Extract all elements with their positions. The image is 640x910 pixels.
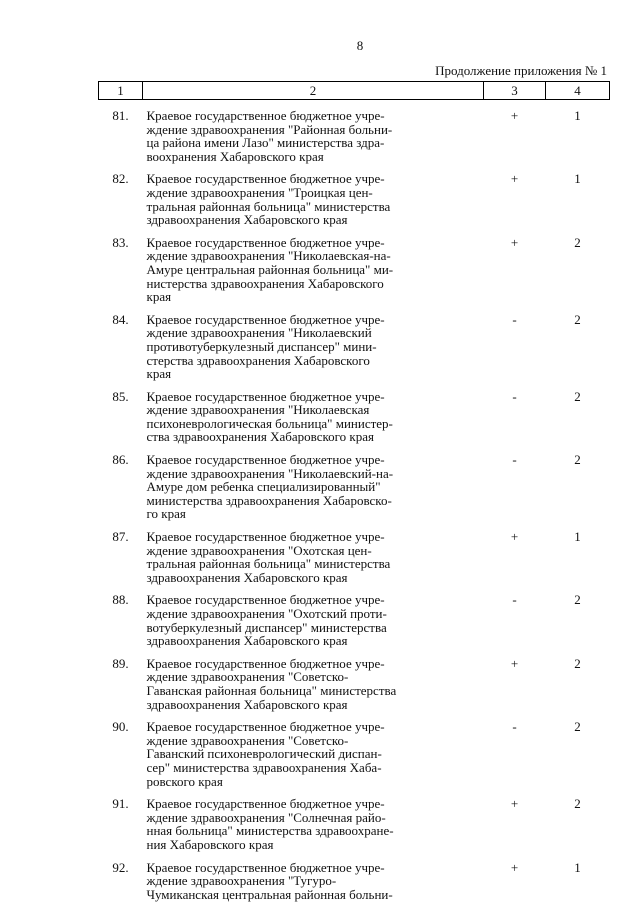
institution-name: Краевое государственное бюджетное учре- ждение здравоохранения "Тугуро- Чумиканская центральная районная больни- [143, 861, 484, 910]
institution-name: Краевое государственное бюджетное учре- ждение здравоохранения "Николаевская-на- Амуре центральная районная больница" ми- нистерства здравоохранения Хабаровского края [143, 236, 484, 313]
row-count: 2 [546, 593, 610, 656]
column-header-2: 2 [143, 82, 484, 100]
row-number: 83. [99, 236, 143, 313]
table-row [99, 861, 610, 910]
row-count: 1 [546, 100, 610, 173]
table-row [99, 453, 610, 530]
row-number: 88. [99, 593, 143, 656]
row-number: 85. [99, 390, 143, 453]
row-mark: + [484, 797, 546, 860]
row-number: 86. [99, 453, 143, 530]
institution-name: Краевое государственное бюджетное учре- ждение здравоохранения "Троицкая цен- тральная районная больница" министерства здравоохранения Хабаровского края [143, 172, 484, 235]
row-mark: - [484, 313, 546, 390]
row-mark: - [484, 593, 546, 656]
row-number: 81. [99, 100, 143, 173]
row-count: 2 [546, 236, 610, 313]
row-mark: + [484, 861, 546, 910]
column-header-3: 3 [484, 82, 546, 100]
row-mark: + [484, 657, 546, 720]
table-header-row [99, 82, 610, 100]
institution-name: Краевое государственное бюджетное учре- ждение здравоохранения "Советско- Гаванский психоневрологический диспан- сер" министерства здравоохранения Хаба- ровского края [143, 720, 484, 797]
row-number: 91. [99, 797, 143, 860]
row-count: 1 [546, 530, 610, 593]
row-mark: + [484, 530, 546, 593]
row-count: 2 [546, 390, 610, 453]
appendix-continuation-label: Продолжение приложения № 1 [435, 63, 607, 79]
row-mark: + [484, 172, 546, 235]
table-row [99, 593, 610, 656]
table-row [99, 530, 610, 593]
page-number: 8 [0, 38, 640, 54]
row-count: 2 [546, 453, 610, 530]
row-number: 92. [99, 861, 143, 910]
row-count: 1 [546, 861, 610, 910]
institution-name: Краевое государственное бюджетное учре- ждение здравоохранения "Охотский проти- вотуберкулезный диспансер" министерства здравоохранения Хабаровского края [143, 593, 484, 656]
row-mark: + [484, 100, 546, 173]
institutions-table [98, 81, 610, 910]
institution-name: Краевое государственное бюджетное учре- ждение здравоохранения "Советско- Гаванская районная больница" министерства здравоохранения Хабаровского края [143, 657, 484, 720]
row-number: 90. [99, 720, 143, 797]
row-mark: - [484, 390, 546, 453]
row-number: 82. [99, 172, 143, 235]
row-count: 2 [546, 720, 610, 797]
row-count: 2 [546, 797, 610, 860]
institution-name: Краевое государственное бюджетное учре- ждение здравоохранения "Николаевский-на- Амуре дом ребенка специализированный" министерства здравоохранения Хабаровско- го края [143, 453, 484, 530]
row-count: 2 [546, 657, 610, 720]
table-row [99, 100, 610, 173]
row-mark: - [484, 720, 546, 797]
row-count: 1 [546, 172, 610, 235]
institution-name: Краевое государственное бюджетное учре- ждение здравоохранения "Охотская цен- тральная районная больница" министерства здравоохранения Хабаровского края [143, 530, 484, 593]
row-number: 87. [99, 530, 143, 593]
row-mark: + [484, 236, 546, 313]
table-row [99, 720, 610, 797]
row-number: 89. [99, 657, 143, 720]
table-row [99, 172, 610, 235]
institution-name: Краевое государственное бюджетное учре- ждение здравоохранения "Солнечная райо- нная больница" министерства здравоохране- ния Хабаровского края [143, 797, 484, 860]
table-row [99, 390, 610, 453]
institution-name: Краевое государственное бюджетное учре- ждение здравоохранения "Николаевский противотуберкулезный диспансер" мини- стерства здравоохранения Хабаровского края [143, 313, 484, 390]
table-row [99, 797, 610, 860]
row-count: 2 [546, 313, 610, 390]
table-row [99, 657, 610, 720]
row-mark: - [484, 453, 546, 530]
table-row [99, 313, 610, 390]
table-row [99, 236, 610, 313]
institution-name: Краевое государственное бюджетное учре- ждение здравоохранения "Районная больни- ца района имени Лазо" министерства здра- воохранения Хабаровского края [143, 100, 484, 173]
row-number: 84. [99, 313, 143, 390]
column-header-1: 1 [99, 82, 143, 100]
column-header-4: 4 [546, 82, 610, 100]
institution-name: Краевое государственное бюджетное учре- ждение здравоохранения "Николаевская психоневрологическая больница" министер- ства здравоохранения Хабаровского края [143, 390, 484, 453]
